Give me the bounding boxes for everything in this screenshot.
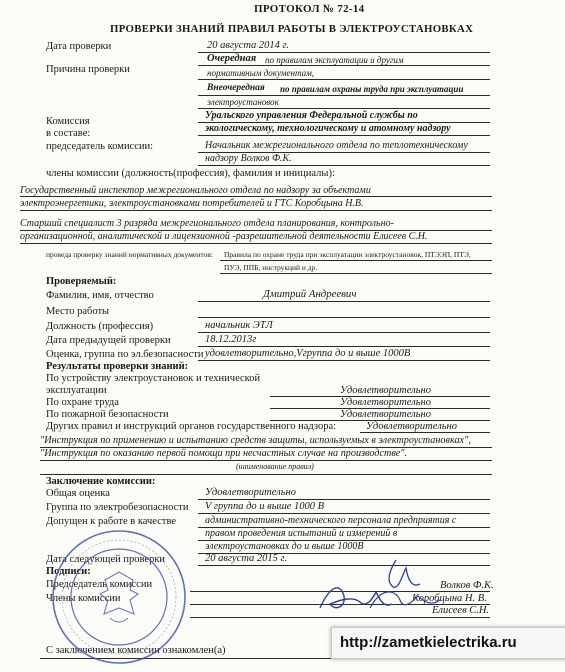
admitted-line-1: административно-технического персонала предприятия с [205, 515, 457, 526]
chairman-line-1: Начальник межрегионального отдела по теплотехническому [205, 140, 468, 151]
instruction-1: "Инструкция по применению и испытанию средств защиты, используемых в электроустановках", [40, 435, 471, 446]
check-date-label: Дата проверки [46, 41, 112, 52]
commission-org-line-1: Уральского управления Федеральной службы по [205, 110, 418, 121]
checked-norms-line-2: ПУЭ, ППБ, инструкций и др. [224, 263, 318, 272]
reason-label: Причина проверки [46, 64, 130, 75]
website-watermark[interactable] [331, 627, 565, 659]
grade-value: удовлетворительно,Vгруппа до и выше 1000В [205, 348, 411, 359]
member-2-name: Елисеев С.Н. [432, 605, 490, 616]
position-value: начальник ЭТЛ [205, 320, 273, 331]
instruction-2: "Инструкция по оказанию первой помощи при несчастных случае на производстве". [40, 448, 408, 459]
conclusion-heading: Заключение комиссии: [46, 476, 156, 487]
member-1-name: Коробцына Н. В. [412, 593, 487, 604]
chairman-line-2: надзору Волков Ф.К. [205, 153, 292, 164]
device-value: Удовлетворительно [340, 385, 431, 396]
reason-regular-text-2: нормативным документам, [207, 68, 315, 78]
other-rules-value: Удовлетворительно [366, 421, 457, 432]
commission-label: Комиссия [46, 116, 90, 127]
next-date-label: Дата следующей проверки [46, 554, 166, 565]
examinee-heading: Проверяемый: [46, 276, 117, 287]
labor-value: Удовлетворительно [340, 397, 431, 408]
rules-caption: (наименование правил) [236, 462, 314, 471]
overall-label: Общая оценка [46, 488, 110, 499]
checked-norms-line-1: Правила по охране труда при эксплуатации электроустановок, ПТЭЭП, ПТЭ, [224, 250, 471, 259]
prev-date-label: Дата предыдущей проверки [46, 335, 171, 346]
acquainted-label: С заключением комиссии ознакомлен(а) [46, 645, 226, 656]
reason-extra: Внеочередная [207, 83, 265, 93]
admitted-label: Допущен к работе в качестве [46, 516, 177, 527]
checked-norms-label: проведа проверку знаний нормативных документов: [46, 250, 213, 259]
reason-extra-text-2: электроустановок [207, 97, 279, 107]
fire-value: Удовлетворительно [340, 409, 431, 420]
chairman-signature-label: Председатель комиссии [46, 579, 153, 590]
chairman-name: Волков Ф.К. [440, 580, 494, 591]
signatures-heading: Подписи: [46, 566, 91, 577]
chairman-label: председатель комиссии: [46, 141, 154, 152]
device-label-1: По устройству электроустановок и технической [46, 373, 261, 384]
workplace-label: Место работы [46, 306, 110, 317]
member-1-line-2: электроэнергетики, электроустановками потребителей и ГТС Коробцына Н.В. [20, 198, 364, 209]
check-date-value: 20 августа 2014 г. [207, 40, 290, 51]
name-label: Фамилия, имя, отчество [46, 290, 154, 301]
commission-org-line-2: экологическому, технологическому и атомному надзору [205, 123, 451, 134]
seal-stamp [50, 528, 188, 666]
protocol-title: ПРОВЕРКИ ЗНАНИЙ ПРАВИЛ РАБОТЫ В ЭЛЕКТРОУСТАНОВКАХ [110, 23, 474, 35]
reason-extra-text: по правилам охраны труда при эксплуатации [280, 84, 464, 94]
grade-label: Оценка, группа по эл.безопасности [46, 349, 204, 360]
members-label: члены комиссии (должность(профессия), фамилия и инициалы): [46, 168, 335, 179]
members-signature-label: Члены комиссии [46, 593, 121, 604]
results-heading: Результаты проверки знаний: [46, 361, 189, 372]
member-2-line-1: Старший специалист 3 разряда межрегионального отдела планирования, контрольно- [20, 218, 394, 229]
next-date-value: 20 августа 2015 г. [205, 553, 288, 564]
prev-date-value: 18.12.2013г [205, 334, 257, 345]
labor-label: По охране труда [46, 397, 119, 408]
position-label: Должность (профессия) [46, 321, 154, 332]
reason-regular-text: по правилам эксплуатации и другим [265, 55, 404, 65]
protocol-number: ПРОТОКОЛ № 72-14 [254, 3, 365, 15]
commission-composition-label: в составе: [46, 128, 91, 139]
admitted-line-3: электроустановках до и выше 1000В [205, 541, 364, 552]
name-value: Дмитрий Андреевич [263, 288, 357, 300]
group-label: Группа по электробезопасности [46, 502, 189, 513]
member-2-line-2: организационной, аналитической и лицензионной -разрешительной деятельности Елисеев С.Н. [20, 231, 428, 242]
group-value: V группа до и выше 1000 В [205, 501, 325, 512]
fire-label: По пожарной безопасности [46, 409, 169, 420]
handwritten-signatures [300, 556, 485, 616]
member-1-line-1: Государственный инспектор межрегионального отдела по надзору за объектами [20, 185, 371, 196]
website-watermark-text: http://zametkielectrika.ru [340, 634, 517, 651]
other-rules-label: Других правил и инструкций органов государственного надзора: [46, 421, 337, 432]
device-label-2: эксплуатации [46, 385, 107, 396]
reason-regular: Очередная [207, 53, 257, 64]
admitted-line-2: правом проведения испытаний и измерений в [205, 528, 398, 539]
overall-value: Удовлетворительно [205, 487, 296, 498]
